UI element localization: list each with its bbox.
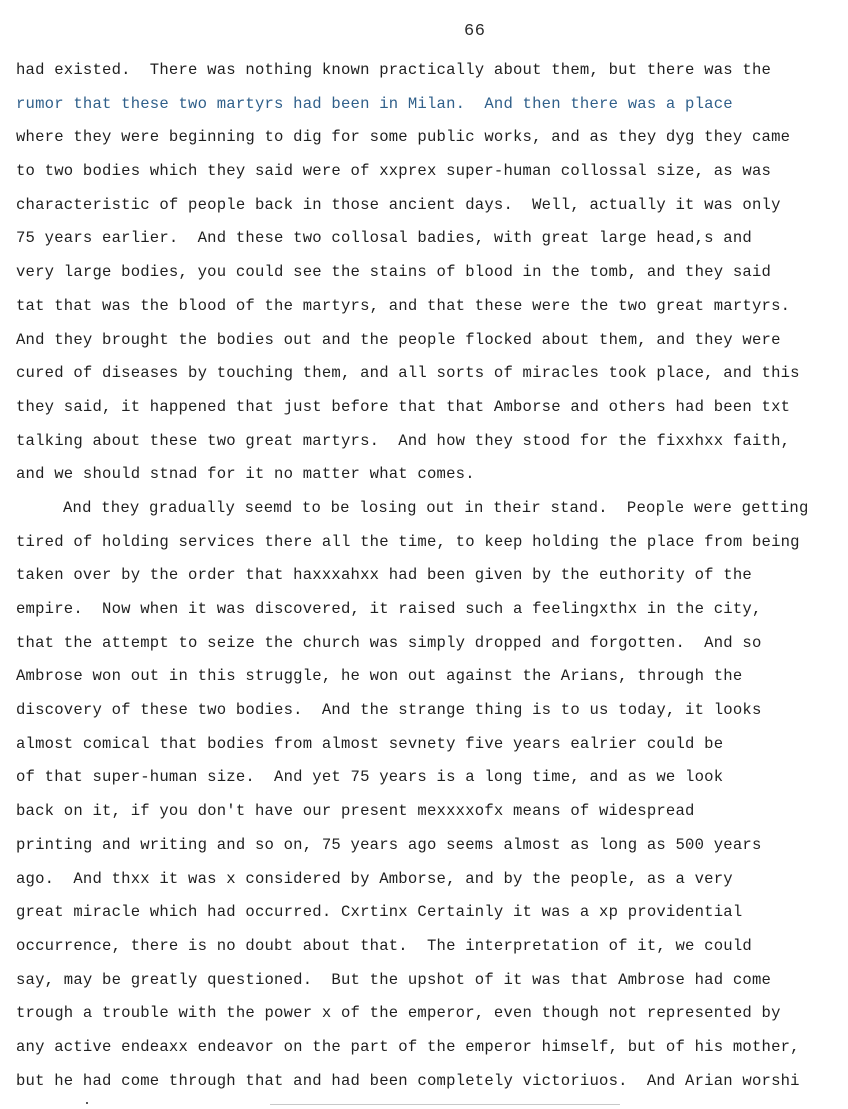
- page-speck: [86, 1102, 88, 1104]
- text-line: trough a trouble with the power x of the emperor, even though not represented by: [16, 1004, 781, 1023]
- text-line: almost comical that bodies from almost sevnety five years ealrier could be: [16, 734, 724, 753]
- text-line: great miracle which had occurred. Cxrtinx Certainly it was a xp providential: [16, 903, 743, 922]
- text-line: printing and writing and so on, 75 years ago seems almost as long as 500 years: [16, 835, 762, 854]
- text-line: 75 years earlier. And these two collosal badies, with great large head,s and: [16, 229, 752, 248]
- text-line: they said, it happened that just before that that Amborse and others had been txt: [16, 397, 791, 416]
- text-line: ago. And thxx it was x considered by Amborse, and by the people, as a very: [16, 869, 733, 888]
- text-line: And they brought the bodies out and the people flocked about them, and they were: [16, 330, 781, 349]
- text-line: but he had come through that and had been completely victoriuos. And Arian worshi: [16, 1071, 800, 1090]
- text-line: tired of holding services there all the time, to keep holding the place from being: [16, 532, 800, 551]
- text-line: And they gradually seemd to be losing out in their stand. People were getting: [63, 498, 809, 517]
- page-edge-scratch: [270, 1104, 620, 1105]
- text-line: where they were beginning to dig for some public works, and as they dyg they came: [16, 128, 791, 147]
- typewritten-body: [16, 56, 846, 1100]
- text-line: and we should stnad for it no matter what comes.: [16, 465, 475, 484]
- text-line: cured of diseases by touching them, and all sorts of miracles took place, and this: [16, 364, 800, 383]
- text-line: of that super-human size. And yet 75 years is a long time, and as we look: [16, 768, 724, 787]
- text-line: to two bodies which they said were of xxprex super-human collossal size, as was: [16, 162, 772, 181]
- text-line: Ambrose won out in this struggle, he won out against the Arians, through the: [16, 667, 743, 686]
- text-line: taken over by the order that haxxxahxx had been given by the euthority of the: [16, 566, 752, 585]
- text-line: say, may be greatly questioned. But the upshot of it was that Ambrose had come: [16, 970, 772, 989]
- text-line: very large bodies, you could see the stains of blood in the tomb, and they said: [16, 263, 772, 282]
- text-line: empire. Now when it was discovered, it raised such a feelingxthx in the city,: [16, 600, 762, 618]
- page-number: 66: [464, 22, 486, 41]
- text-line: rumor that these two martyrs had been in Milan. And then there was a place: [16, 94, 733, 113]
- text-line: that the attempt to seize the church was simply dropped and forgotten. And so: [16, 633, 762, 652]
- text-line: talking about these two great martyrs. And how they stood for the fixxhxx faith,: [16, 431, 791, 450]
- text-line: tat that was the blood of the martyrs, and that these were the two great martyrs.: [16, 296, 791, 315]
- text-line: discovery of these two bodies. And the strange thing is to us today, it looks: [16, 701, 762, 720]
- text-line: occurrence, there is no doubt about that. The interpretation of it, we could: [16, 936, 752, 955]
- text-line: any active endeaxx endeavor on the part of the emperor himself, but of his mother,: [16, 1037, 800, 1056]
- text-line: had existed. There was nothing known practically about them, but there was the: [16, 61, 772, 79]
- text-line: back on it, if you don't have our present mexxxxofx means of widespread: [16, 802, 695, 821]
- text-line: characteristic of people back in those ancient days. Well, actually it was only: [16, 195, 781, 214]
